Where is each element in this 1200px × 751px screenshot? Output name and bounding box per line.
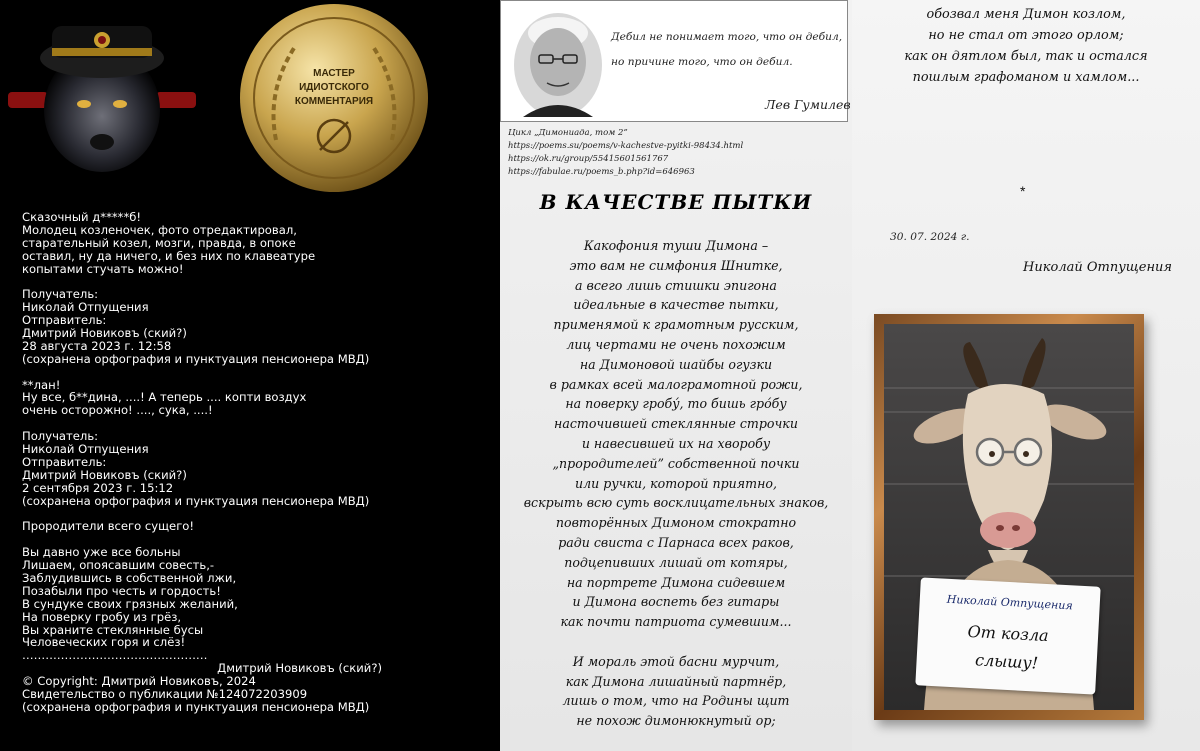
quote-box (500, 0, 851, 122)
right-panel (852, 0, 1200, 751)
poem-line: как Димона лишайный партнёр, (565, 673, 787, 689)
poem-date: 30. 07. 2024 г. (890, 231, 970, 243)
poem-line: И мораль этой басни мурчит, (572, 653, 780, 669)
medal-text-2: ИДИОТСКОГО (299, 82, 369, 93)
left-text-line: Дмитрий Новиковъ (ский?) (22, 467, 187, 482)
goat-picture (884, 324, 1134, 710)
link-ok-ru[interactable]: https://ok.ru/group/55415601561767 (508, 154, 669, 164)
poem-line: не похож димонюкнутый ор; (576, 713, 776, 729)
left-text-line: 2 сентября 2023 г. 15:12 (22, 480, 174, 495)
left-text-line: Получатель: (22, 287, 99, 302)
left-text-line: ………………………………………… (22, 648, 208, 663)
left-text-line: оставил, ну да ничего, и без них по клавеатуре (22, 248, 316, 263)
poem-line: идеальные в качестве пытки, (573, 297, 779, 313)
poem-title: В КАЧЕСТВЕ ПЫТКИ (539, 190, 813, 214)
link-poems-su[interactable]: https://poems.su/poems/v-kachestve-pyitki-98434.html (508, 141, 744, 151)
left-text-line: Получатель: (22, 429, 99, 444)
left-text-line: Человеческих горя и слёз! (22, 635, 186, 650)
cycle-title: Цикл „Димониада, том 2” (508, 128, 628, 138)
left-text-line: 28 августа 2023 г. 12:58 (22, 338, 172, 353)
middle-panel (500, 0, 852, 751)
poem-line: Какофония туши Димона – (583, 238, 769, 253)
poem-body (500, 236, 852, 731)
poem-line: на поверку гробу́, то бишь гро́бу (565, 396, 787, 412)
poem-line: ради свиста с Парнаса всех раков, (558, 534, 794, 550)
poem-line: „прородителей” собственной почки (552, 455, 800, 471)
poem-ending-line: но не стал от этого орлом; (928, 28, 1124, 43)
left-text-line: © Copyright: Дмитрий Новиковъ, 2024 (22, 674, 256, 689)
poem-ending-line: пошлым графоманом и хамлом... (912, 70, 1140, 85)
left-text-line: Николай Отпущения (22, 300, 149, 315)
quote-author: Лев Гумилев (765, 97, 851, 112)
poem-line: лиц чертами не очень похожим (566, 336, 786, 352)
left-text-line: Свидетельство о публикации №124072203909 (22, 686, 308, 701)
left-text-line: копытами стучать можно! (22, 261, 184, 276)
left-text-line: Дмитрий Новиковъ (ский?) (22, 326, 187, 341)
left-text-line: Сказочный д*****б! (22, 210, 142, 224)
poem-ending-line: как он дятлом был, так и остался (904, 49, 1148, 64)
poem-line: повторённых Димоном стократно (555, 515, 797, 531)
poem-line: в рамках всей малограмотной рожи, (549, 376, 803, 392)
medal-image (236, 0, 432, 196)
left-text-line: Отправитель: (22, 313, 107, 328)
link-fabulae[interactable]: https://fabulae.ru/poems_b.php?id=646963 (508, 167, 695, 177)
poem-line: подцепивших лишай от котяры, (564, 554, 788, 570)
poem-ending-line: обозвал меня Димон козлом, (926, 7, 1126, 22)
left-text-line: Прородители всего сущего! (22, 519, 195, 534)
poem-line (500, 632, 852, 652)
poem-line: а всего лишь стишки эпигона (575, 277, 777, 293)
left-text-line: В сундуке своих грязных желаний, (22, 596, 238, 611)
poem-line: и Димона воспеть без гитары (572, 594, 780, 610)
left-text-line: Вы храните стеклянные бусы (22, 622, 204, 637)
left-text-line: Лишаем, опоясавшим совесть,- (22, 558, 215, 573)
left-text-block (22, 211, 492, 714)
left-text-line: Заблудившись в собственной лжи, (22, 570, 237, 585)
left-text-line: старательный козел, мозги, правда, в опоке (22, 235, 296, 250)
left-text-line: Дмитрий Новиковъ (ский?) (217, 661, 382, 676)
goat-picture-frame (874, 314, 1144, 720)
poem-line: на Димоновой шайбы огузки (579, 356, 773, 372)
poem-line: как почти патриота сумевшим... (560, 614, 792, 630)
portrait-image (509, 7, 607, 117)
left-text-line: (сохранена орфография и пунктуация пенсионера МВД) (22, 699, 370, 714)
poem-ending (852, 4, 1200, 88)
poem-author: Николай Отпущения (1023, 260, 1172, 275)
left-text-line: Отправитель: (22, 454, 107, 469)
left-text-line: (сохранена орфография и пунктуация пенсионера МВД) (22, 351, 370, 366)
separator-asterisk: * (1020, 183, 1026, 199)
poem-line: насточившей стеклянные строчки (554, 416, 798, 432)
left-text-line: Позабыли про честь и гордость! (22, 583, 221, 598)
poem-line: или ручки, которой приятно, (575, 475, 777, 491)
poem-line: это вам не симфония Шнитке, (569, 257, 783, 273)
left-text-line: Николай Отпущения (22, 442, 149, 457)
left-text-line: Ну все, б**дина, ....! А теперь .... копти воздух (22, 390, 307, 405)
medal-text-1: МАСТЕР (313, 68, 355, 79)
poem-line: вскрыть всю суть восклицательных знаков, (523, 495, 829, 511)
left-text-line: Вы давно уже все больны (22, 545, 181, 560)
poem-line: лишь о том, что на Родины щит (562, 693, 790, 709)
left-text-line: очень осторожно! ...., сука, ....! (22, 403, 213, 418)
sign-board (915, 577, 1100, 694)
poem-line: на портрете Димона сидевшем (566, 574, 786, 590)
left-text-line (22, 366, 492, 379)
left-text-line: Молодец козленочек, фото отредактировал, (22, 222, 297, 237)
left-text-line: На поверку гробу из грёз, (22, 609, 182, 624)
sign-line-1: От козла (967, 621, 1050, 646)
poem-line: применямой к грамотным русским, (553, 317, 799, 333)
sign-line-2: слышу! (974, 650, 1039, 673)
cycle-info (508, 127, 743, 179)
sign-name: Николай Отпущения (946, 592, 1074, 613)
quote-line-2: но причине того, что он дебил. (611, 56, 793, 68)
left-panel (0, 0, 500, 751)
quote-line-1: Дебил не понимает того, что он дебил, (611, 31, 843, 43)
medal-text-3: КОММЕНТАРИЯ (294, 96, 374, 107)
left-text-line: (сохранена орфография и пунктуация пенсионера МВД) (22, 493, 370, 508)
wolf-officer-image (8, 0, 196, 190)
left-text-line: **лан! (22, 377, 61, 392)
poem-line: и навесившей их на хворобу (581, 435, 771, 451)
